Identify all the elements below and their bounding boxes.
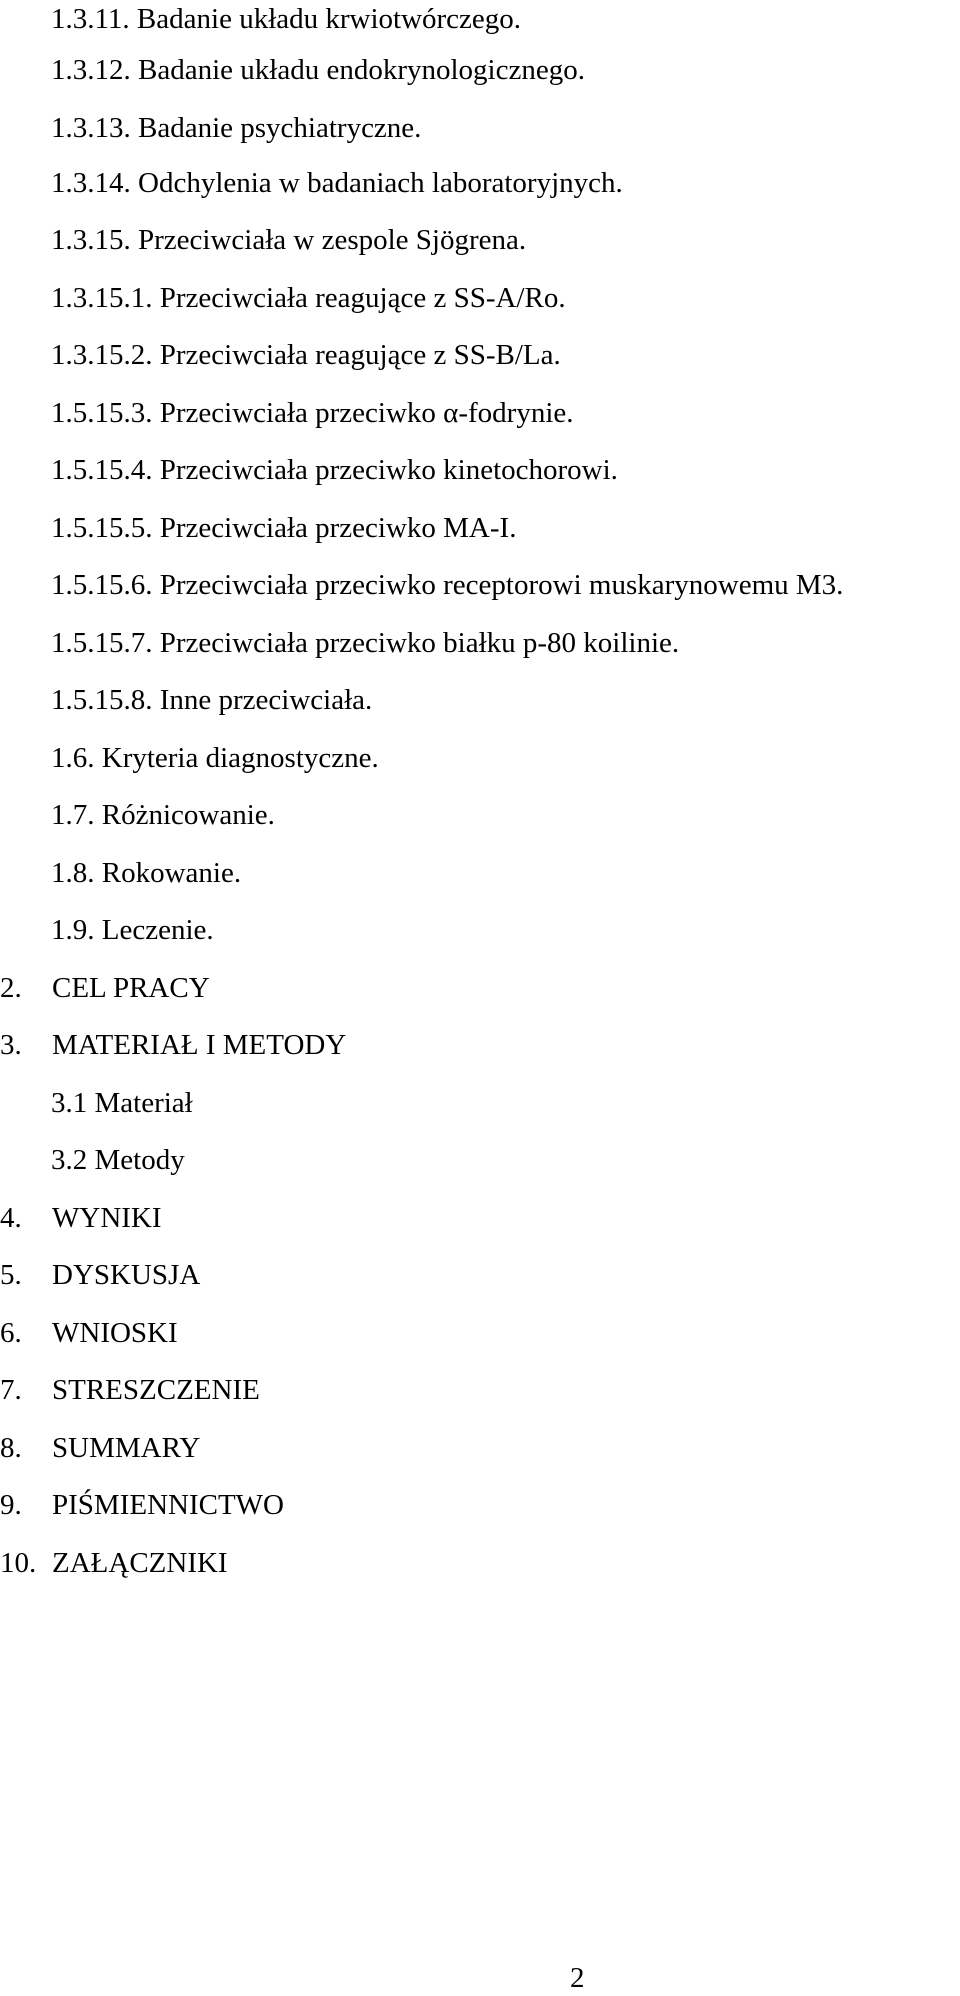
chapter-title: STRESZCZENIE — [52, 1374, 260, 1406]
chapter-title: SUMMARY — [52, 1432, 201, 1464]
toc-entry: 1.5.15.4. Przeciwciała przeciwko kinetochorowi. — [51, 454, 618, 486]
toc-chapter — [0, 1315, 178, 1351]
toc-entry: 1.3.15.1. Przeciwciała reagujące z SS-A/Ro. — [51, 282, 566, 314]
chapter-title: ZAŁĄCZNIKI — [52, 1547, 228, 1579]
toc-entry: 1.5.15.6. Przeciwciała przeciwko receptorowi muskarynowemu M3. — [51, 569, 844, 601]
toc-entry: 1.5.15.8. Inne przeciwciała. — [51, 684, 373, 716]
chapter-title: MATERIAŁ I METODY — [52, 1029, 347, 1061]
toc-chapter — [0, 970, 210, 1006]
chapter-title: CEL PRACY — [52, 972, 210, 1004]
chapter-number: 8. — [0, 1432, 22, 1464]
chapter-number: 10. — [0, 1547, 37, 1579]
toc-entry: 1.5.15.3. Przeciwciała przeciwko α-fodrynie. — [51, 397, 574, 429]
chapter-title: DYSKUSJA — [52, 1259, 201, 1291]
toc-chapter — [0, 1545, 228, 1581]
toc-entry: 1.9. Leczenie. — [51, 914, 214, 946]
toc-entry: 1.6. Kryteria diagnostyczne. — [51, 742, 379, 774]
toc-chapter — [0, 1372, 260, 1408]
toc-entry: 1.3.11. Badanie układu krwiotwórczego. — [51, 3, 522, 35]
chapter-number: 3. — [0, 1029, 22, 1061]
page-number: 2 — [570, 1962, 585, 1994]
chapter-title: PIŚMIENNICTWO — [52, 1489, 284, 1521]
toc-entry: 1.3.12. Badanie układu endokrynologicznego. — [51, 54, 585, 86]
chapter-number: 2. — [0, 972, 22, 1004]
toc-chapter — [0, 1027, 346, 1063]
chapter-number: 7. — [0, 1374, 22, 1406]
toc-entry: 1.3.14. Odchylenia w badaniach laboratoryjnych. — [51, 167, 623, 199]
toc-entry: 1.3.13. Badanie psychiatryczne. — [51, 112, 422, 144]
chapter-number: 4. — [0, 1202, 22, 1234]
toc-entry: 1.5.15.5. Przeciwciała przeciwko MA-I. — [51, 512, 517, 544]
toc-entry: 1.8. Rokowanie. — [51, 857, 242, 889]
toc-chapter — [0, 1487, 284, 1523]
toc-subsection: 3.2 Metody — [51, 1144, 185, 1176]
toc-chapter — [0, 1257, 200, 1293]
toc-subsection: 3.1 Materiał — [51, 1087, 193, 1119]
toc-entry: 1.7. Różnicowanie. — [51, 799, 275, 831]
toc-entry: 1.3.15.2. Przeciwciała reagujące z SS-B/La. — [51, 339, 561, 371]
chapter-number: 5. — [0, 1259, 22, 1291]
chapter-title: WNIOSKI — [52, 1317, 178, 1349]
toc-entry: 1.5.15.7. Przeciwciała przeciwko białku p-80 koilinie. — [51, 627, 680, 659]
chapter-number: 9. — [0, 1489, 22, 1521]
toc-chapter — [0, 1430, 200, 1466]
chapter-title: WYNIKI — [52, 1202, 162, 1234]
toc-chapter — [0, 1200, 162, 1236]
chapter-number: 6. — [0, 1317, 22, 1349]
toc-entry: 1.3.15. Przeciwciała w zespole Sjögrena. — [51, 224, 527, 256]
